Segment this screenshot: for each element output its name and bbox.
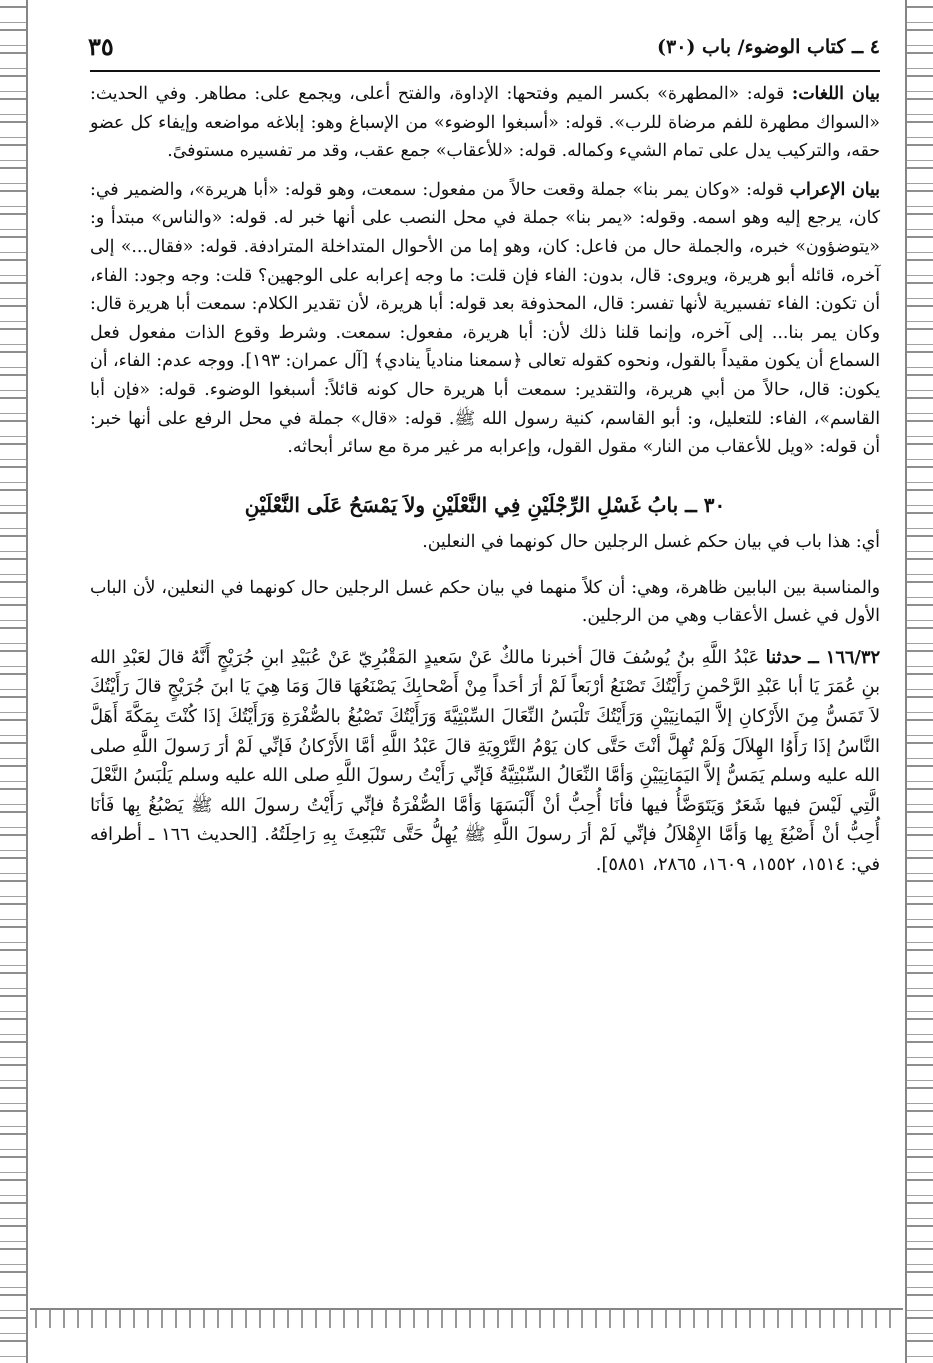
lexicon-paragraph (90, 80, 880, 166)
lexicon-text: قوله: «المطهرة» بكسر الميم وفتحها: الإداوة، والفتح أعلى، ويجمع على: مطاهر. وفي الحديث: «السواك مطهرة للفم مرضاة للرب». قوله: «أسبغوا الوضوء» من الإسباغ وهو: إبلاغه مواضعه وإيفاء كل عضو حقه، والتركيب يدل على تمام الشيء وكماله. قوله: «للأعقاب» جمع عقب، وقد مر تفسيره مستوفىً. (90, 84, 880, 162)
hadith-lead: حدثنا (765, 646, 802, 668)
hadith-paragraph (90, 643, 880, 880)
lexicon-lead: بيان اللغات: (791, 84, 880, 104)
page-border-right (905, 0, 933, 1363)
chapter-relation: والمناسبة بين البابين ظاهرة، وهي: أن كلاً منهما في بيان حكم غسل الرجلين حال كونهما في النعلين، لأن الباب الأول في غسل الأعقاب وهي من الرجلين. (90, 577, 880, 627)
page-border-left (0, 0, 28, 1363)
grammar-lead: بيان الإعراب (789, 179, 880, 200)
hadith-number: ١٦٦/٣٢ ــ (808, 646, 881, 668)
book-page (90, 30, 880, 1300)
running-head: ٤ ــ كتاب الوضوء/ باب (٣٠) (657, 36, 880, 58)
page-number: ٣٥ (88, 32, 114, 61)
chapter-title: ٣٠ ــ بابُ غَسْلِ الرِّجْلَيْنِ فِي النَّعْلَيْنِ ولاَ يَمْسَحُ عَلَى النَّعْلَيْنِ (244, 492, 726, 517)
grammar-paragraph (90, 176, 880, 462)
hadith-text: عَبْدُ اللَّهِ بنُ يُوسُفَ قالَ أخبرنا مالكٌ عَنْ سَعيدٍ المَقْبُرِيّ عَنْ عُبَيْدِ ابنِ جُرَيْجٍ أَنَّهُ قالَ لعَبْدِ الله بنِ عُمَرَ يَا أبا عَبْدِ الرَّحْمنِ رَأَيْتُكَ تَصْنَعُ أرْبَعاً لَمْ أرَ أحَداً مِنْ أَصْحابِكَ يَصْنَعُهَا قالَ وَمَا هِيَ يَا ابنَ جُرَيْجٍ قالَ رَأَيْتُكَ لاَ تَمَسُّ مِنَ الأَرْكانِ إلاَّ اليَمانِيَيْنِ وَرَأَيْتُكَ تَلْبَسُ النِّعَالَ السِّبْتِيَّةَ وَرَأَيْتُكَ تَصْبُغُ بالصُّفْرَةِ وَرَأَيْتُكَ إذَا كُنْتَ بِمَكَّةَ أَهَلَّ النَّاسُ إذَا رَأَوُا الهِلاَلَ وَلَمْ تُهِلَّ أنْتَ حَتَّى كان يَوْمُ التَّرْوِيَةِ قالَ عَبْدُ اللَّهِ أمَّا الأَرْكانُ فَإنِّي لَمْ أرَ رَسولَ اللَّهِ صلى الله عليه وسلم يَمَسُّ إلاَّ اليَمَانِيَيْنِ وَأمَّا النِّعَالُ السِّبْتِيَّةُ فَإنِّي رَأَيْتُ رسولَ اللَّهِ صلى الله عليه وسلم يَلْبَسُ النَّعْلَ الَّتِي لَيْسَ فيها شَعَرٌ وَيَتَوَضَّأُ فيها فأنَا أُحِبُّ أنْ أَلْبَسَهَا وَأمَّا الصُّفْرَةُ فإنِّي رَأَيْتُ رسولَ الله ﷺ يَصْبُغُ بِها فَأنَا أُحِبُّ أنْ أَصْبُغَ بِها وَأمَّا الإِهْلاَلُ فإنِّي لَمْ أرَ رسولَ اللَّهِ ﷺ يُهِلُّ حَتَّى تَنْبَعِثَ بِهِ رَاحِلَتُهُ. [الحديث ١٦٦ ـ أطرافه في: ١٥١٤، ١٥٥٢، ١٦٠٩، ٢٨٦٥، ٥٨٥١]. (90, 646, 880, 875)
grammar-text: قوله: «وكان يمر بنا» جملة وقعت حالاً من مفعول: سمعت، وهو قوله: «أبا هريرة»، والضمير في: كان، يرجع إليه وهو اسمه. وقوله: «يمر بنا» جملة في محل النصب على أنها خبر له. قوله: «والناس» مبتدأ و: «يتوضؤون» خبره، والجملة حال من فاعل: كان، وهو إما من الأحوال المتداخلة المترادفة. قوله: «فقال...» إلى آخره، قائله أبو هريرة، ويروى: قال، بدون: الفاء فإن قلت: ما وجه إعرابه على الوجهين؟ قلت: وجه وجود: الفاء، أن تكون: الفاء تفسيرية لأنها تفسر: قال، المحذوفة بعد قوله: أبا هريرة، لأن تقدير الكلام: سمعت أبا هريرة قال: وكان يمر بنا... إلى آخره، وإنما قلنا ذلك لأن: أبا هريرة، مفعول: سمعت. وشرط وقوع الذات مفعول فعل السماع أن يكون مقيداً بالقول، ونحوه كقوله تعالى ﴿سمعنا منادياً ينادي﴾ [آل عمران: ١٩٣]. ووجه عدم: الفاء، أن يكون: قال، حالاً من أبي هريرة، والتقدير: سمعت أبا هريرة حال كونه قائلاً: أسبغوا الوضوء. قوله: «فإن أبا القاسم»، الفاء: للتعليل، و: أبو القاسم، كنية رسول الله ﷺ. قوله: «قال» جملة في محل الرفع على أنها خبر: أن قوله: «ويل للأعقاب من النار» مقول القول، وإعرابه مر غير مرة مع سائر أبحاثه. (90, 179, 880, 458)
page-border-bottom (30, 1308, 903, 1328)
chapter-gloss: أي: هذا باب في بيان حكم غسل الرجلين حال كونهما في النعلين. (422, 531, 880, 552)
page-header (90, 30, 880, 72)
